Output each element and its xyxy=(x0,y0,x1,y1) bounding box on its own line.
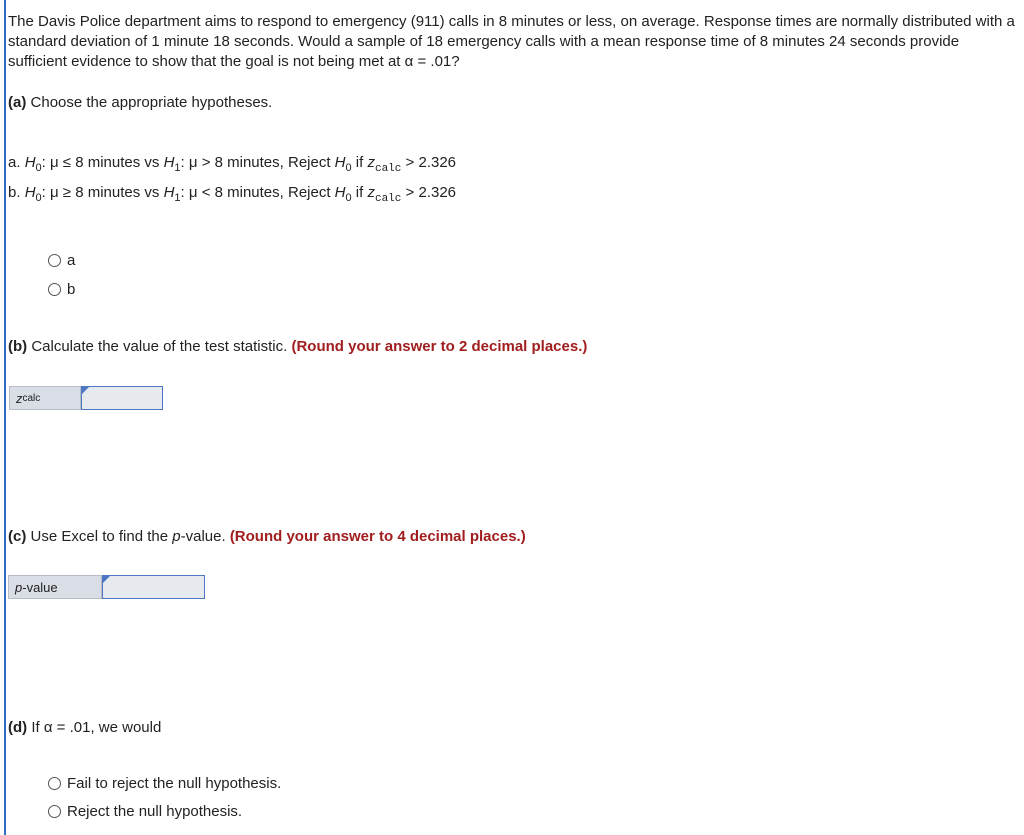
part-a-label: (a) xyxy=(8,94,27,111)
radio-fail-to-reject[interactable]: Fail to reject the null hypothesis. xyxy=(48,775,281,792)
rounding-note: (Round your answer to 2 decimal places.) xyxy=(291,338,588,355)
part-a-question xyxy=(8,94,272,111)
problem-statement xyxy=(8,12,1018,72)
radio-reject[interactable]: Reject the null hypothesis. xyxy=(48,803,242,820)
zcalc-answer-box xyxy=(9,386,163,410)
part-c-question: (c) Use Excel to find the p-value. (Round your answer to 4 decimal places.) xyxy=(8,528,526,545)
left-border xyxy=(4,0,6,835)
radio-circle-icon[interactable] xyxy=(48,777,61,790)
radio-circle-icon[interactable] xyxy=(48,805,61,818)
pvalue-answer-box xyxy=(8,575,205,599)
radio-circle-icon[interactable] xyxy=(48,283,61,296)
radio-choice-b[interactable]: b xyxy=(48,281,75,298)
radio-circle-icon[interactable] xyxy=(48,254,61,267)
problem-text: The Davis Police department aims to respond to emergency (911) calls in 8 minutes or less, on average. Response times are normally distributed with a standard deviation of 1 minute 18 seconds. Would a sample of 18 emergency calls with a mean response time of 8 minutes 24 seconds provide sufficient evidence to show that the goal is not being met at α = .01? xyxy=(8,13,1015,70)
part-b-question: (b) Calculate the value of the test statistic. (Round your answer to 2 decimal places.) xyxy=(8,338,588,355)
hypothesis-option-b: b. $H_0$: μ ≥ 8 minutes vs $H_1$: μ < 8 minutes, Reject $H_0$ if $z_{calc} > 2.326$ xyxy=(8,184,457,205)
hypotheses-list xyxy=(8,151,456,211)
zcalc-input-field[interactable] xyxy=(81,386,163,410)
hypothesis-option-a: a. $H_0$: μ ≤ 8 minutes vs $H_1$: μ > 8 minutes, Reject $H_0$ if $z_{calc} > 2.326$ xyxy=(8,154,457,175)
radio-choice-a[interactable]: a xyxy=(48,252,75,269)
pvalue-input-field[interactable] xyxy=(102,575,205,599)
pvalue-input[interactable] xyxy=(103,576,208,600)
part-a-prompt: Choose the appropriate hypotheses. xyxy=(30,94,273,111)
zcalc-label: z calc xyxy=(9,386,81,410)
pvalue-label: p -value xyxy=(8,575,102,599)
zcalc-input[interactable] xyxy=(82,387,166,411)
rounding-note: (Round your answer to 4 decimal places.) xyxy=(229,528,526,545)
part-d-question: (d) If α = .01, we would xyxy=(8,719,162,736)
